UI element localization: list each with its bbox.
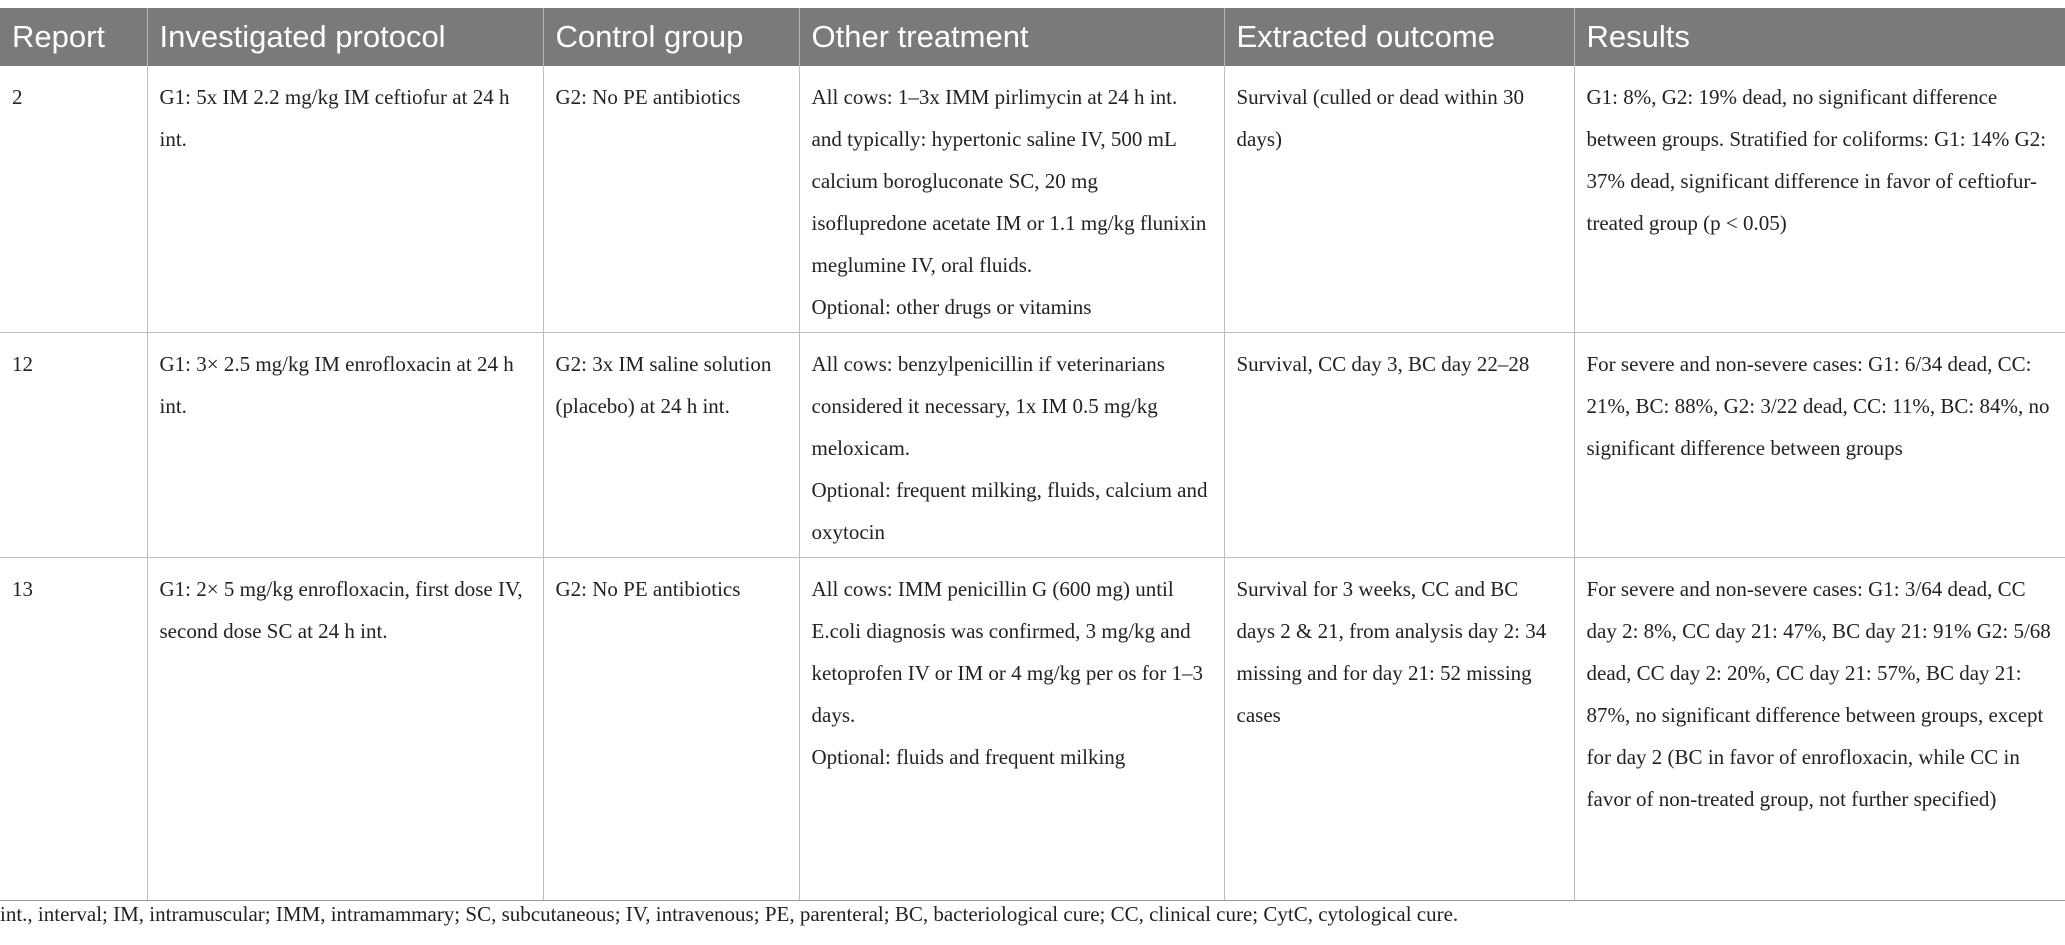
cell-control: G2: 3x IM saline solution (placebo) at 24 h int.	[543, 333, 799, 558]
results-table	[0, 8, 2065, 901]
header-results: Results	[1574, 8, 2065, 66]
header-row	[0, 8, 2065, 66]
results-table-container	[0, 8, 2065, 901]
header-report: Report	[0, 8, 147, 66]
cell-outcome: Survival for 3 weeks, CC and BC days 2 & 21, from analysis day 2: 34 missing and for day 21: 52 missing cases	[1224, 558, 1574, 901]
cell-protocol: G1: 5x IM 2.2 mg/kg IM ceftiofur at 24 h int.	[147, 66, 543, 333]
cell-protocol: G1: 3× 2.5 mg/kg IM enrofloxacin at 24 h int.	[147, 333, 543, 558]
table-footnote: int., interval; IM, intramuscular; IMM, intramammary; SC, subcutaneous; IV, intravenous; PE, parenteral; BC, bacteriological cure; CC, clinical cure; CytC, cytological cure.	[0, 902, 1459, 926]
cell-other-treatment	[799, 558, 1224, 901]
header-other-treatment: Other treatment	[799, 8, 1224, 66]
header-investigated-protocol: Investigated protocol	[147, 8, 543, 66]
cell-results: G1: 8%, G2: 19% dead, no significant difference between groups. Stratified for coliforms: G1: 14% G2: 37% dead, significant difference in favor of ceftiofur-treated group (p < 0.05)	[1574, 66, 2065, 333]
cell-other-treatment	[799, 333, 1224, 558]
cell-report: 12	[0, 333, 147, 558]
cell-control: G2: No PE antibiotics	[543, 66, 799, 333]
cell-other-treatment	[799, 66, 1224, 333]
table-row	[0, 66, 2065, 333]
cell-control: G2: No PE antibiotics	[543, 558, 799, 901]
table-body	[0, 66, 2065, 901]
other-treatment-main: All cows: IMM penicillin G (600 mg) until E.coli diagnosis was confirmed, 3 mg/kg and ketoprofen IV or IM or 4 mg/kg per os for 1–3 days.	[811, 577, 1204, 727]
cell-outcome: Survival, CC day 3, BC day 22–28	[1224, 333, 1574, 558]
other-treatment-optional: Optional: frequent milking, fluids, calcium and oxytocin	[811, 478, 1208, 544]
header-extracted-outcome: Extracted outcome	[1224, 8, 1574, 66]
table-row	[0, 558, 2065, 901]
cell-protocol: G1: 2× 5 mg/kg enrofloxacin, first dose IV, second dose SC at 24 h int.	[147, 558, 543, 901]
cell-report: 13	[0, 558, 147, 901]
other-treatment-main: All cows: 1–3x IMM pirlimycin at 24 h int. and typically: hypertonic saline IV, 500 mL calcium borogluconate SC, 20 mg isoflupredone acetate IM or 1.1 mg/kg flunixin meglumine IV, oral fluids.	[811, 85, 1207, 277]
cell-outcome: Survival (culled or dead within 30 days)	[1224, 66, 1574, 333]
cell-report: 2	[0, 66, 147, 333]
other-treatment-optional: Optional: fluids and frequent milking	[811, 745, 1126, 769]
cell-results: For severe and non-severe cases: G1: 3/64 dead, CC day 2: 8%, CC day 21: 47%, BC day 21: 91% G2: 5/68 dead, CC day 2: 20%, CC day 21: 57%, BC day 21: 87%, no significant difference between groups, except for day 2 (BC in favor of enrofloxacin, while CC in favor of non-treated group, not further specified)	[1574, 558, 2065, 901]
table-header	[0, 8, 2065, 66]
other-treatment-optional: Optional: other drugs or vitamins	[811, 295, 1092, 319]
table-row	[0, 333, 2065, 558]
header-control-group: Control group	[543, 8, 799, 66]
other-treatment-main: All cows: benzylpenicillin if veterinarians considered it necessary, 1x IM 0.5 mg/kg meloxicam.	[811, 352, 1165, 460]
cell-results: For severe and non-severe cases: G1: 6/34 dead, CC: 21%, BC: 88%, G2: 3/22 dead, CC: 11%, BC: 84%, no significant difference between groups	[1574, 333, 2065, 558]
